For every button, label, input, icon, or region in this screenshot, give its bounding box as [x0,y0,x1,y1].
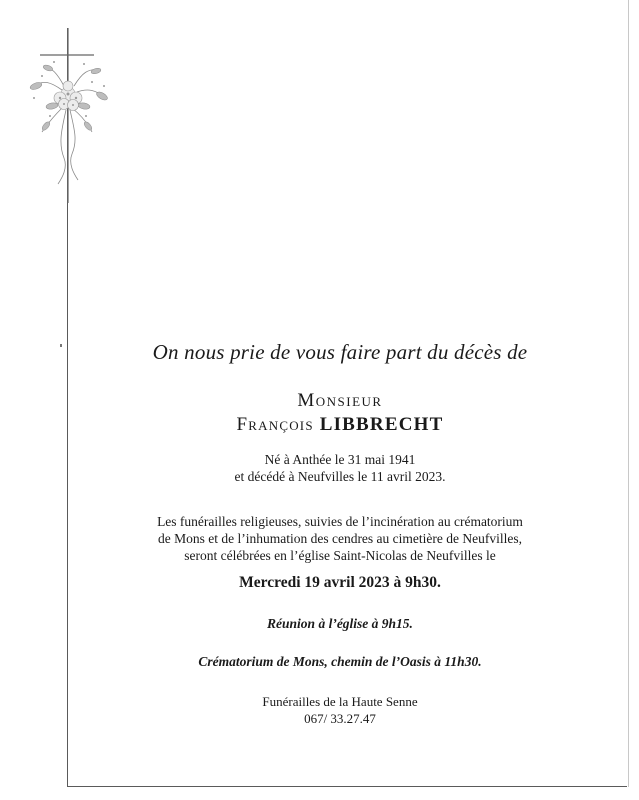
undertaker-info [80,693,600,727]
deceased-title: Monsieur [297,390,383,411]
cross-with-flowers-icon [22,28,112,203]
undertaker-name: Funérailles de la Haute Senne [262,694,418,709]
birth-death-details [80,451,600,485]
bottom-border-rule [67,786,627,787]
funeral-details [80,513,600,564]
right-border-rule [628,0,629,787]
stray-mark [60,344,62,347]
deceased-name [80,414,600,436]
deceased-last-name: LIBBRECHT [319,414,444,435]
announcement-intro: On nous prie de vous faire part du décès de [152,340,528,364]
birth-line: Né à Anthée le 31 mai 1941 [264,452,416,467]
ceremony-date: Mercredi 19 avril 2023 à 9h30. [239,574,441,591]
funeral-line: de Mons et de l’inhumation des cendres au cimetière de Neufvilles, [157,531,522,546]
undertaker-phone: 067/ 33.27.47 [304,711,376,726]
funeral-line: seront célébrées en l’église Saint-Nicolas de Neufvilles le [184,548,496,563]
death-line: et décédé à Neufvilles le 11 avril 2023. [234,469,446,484]
funeral-line: Les funérailles religieuses, suivies de l’incinération au crématorium [157,514,523,529]
meeting-time: Réunion à l’église à 9h15. [267,616,413,631]
crematorium-time: Crématorium de Mons, chemin de l’Oasis à 11h30. [198,654,482,669]
deceased-first-name: François [236,414,314,435]
